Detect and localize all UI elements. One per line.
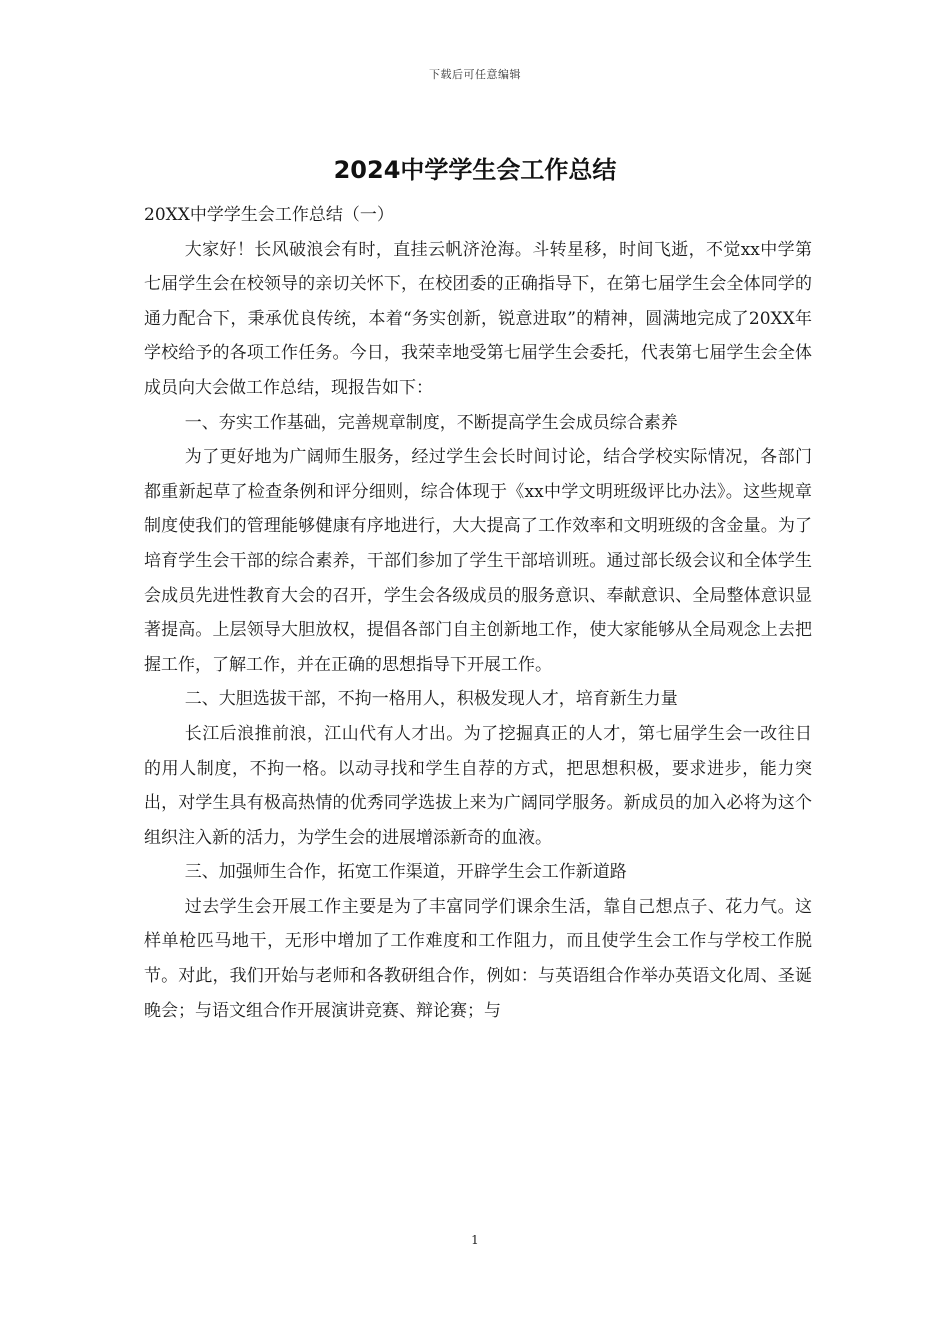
heading-section-3: 三、加强师生合作，拓宽工作渠道，开辟学生会工作新道路: [184, 862, 627, 883]
document-body: [144, 198, 812, 1028]
paragraph-section-2: 长江后浪推前浪，江山代有人才出。为了挖掘真正的人才，第七届学生会一改往日的用人制度，不拘一格。以动寻找和学生自荐的方式，把思想积极，要求进步，能力突出，对学生具有极高热情的优秀同学选拔上来为广阔同学服务。新成员的加入必将为这个组织注入新的活力，为学生会的进展增添新奇的血液。: [144, 723, 812, 848]
paragraph-section-3: 过去学生会开展工作主要是为了丰富同学们课余生活，靠自己想点子、花力气。这样单枪匹马地干，无形中增加了工作难度和工作阻力，而且使学生会工作与学校工作脱节。对此，我们开始与老师和各教研组合作，例如：与英语组合作举办英语文化周、圣诞晚会；与语文组合作开展演讲竞赛、辩论赛；与: [144, 896, 812, 1021]
paragraph-section-1: 为了更好地为广阔师生服务，经过学生会长时间讨论，结合学校实际情况，各部门都重新起草了检查条例和评分细则，综合体现于《xx中学文明班级评比办法》。这些规章制度使我们的管理能够健康有序地进行，大大提高了工作效率和文明班级的含金量。为了培育学生会干部的综合素养，干部们参加了学生干部培训班。通过部长级会议和全体学生会成员先进性教育大会的召开，学生会各级成员的服务意识、奉献意识、全局整体意识显著提高。上层领导大胆放权，提倡各部门自主创新地工作，使大家能够从全局观念上去把握工作，了解工作，并在正确的思想指导下开展工作。: [144, 447, 812, 675]
heading-section-2: 二、大胆选拔干部，不拘一格用人，积极发现人才，培育新生力量: [184, 689, 678, 710]
page-number: 1: [471, 1233, 479, 1247]
paragraph-intro: 大家好！长风破浪会有时，直挂云帆济沧海。斗转星移，时间飞逝，不觉xx中学第七届学生会在校领导的亲切关怀下，在校团委的正确指导下，在第七届学生会全体同学的通力配合下，秉承优良传统，本着“务实创新，锐意进取”的精神，圆满地完成了20XX年学校给予的各项工作任务。今日，我荣幸地受第七届学生会委托，代表第七届学生会全体成员向大会做工作总结，现报告如下：: [144, 239, 812, 398]
section-subtitle: 20XX中学学生会工作总结（一）: [144, 205, 394, 225]
document-title: 2024中学学生会工作总结: [333, 156, 617, 184]
heading-section-1: 一、夯实工作基础，完善规章制度，不断提高学生会成员综合素养: [184, 412, 678, 433]
header-note: 下载后可任意编辑: [429, 68, 521, 81]
